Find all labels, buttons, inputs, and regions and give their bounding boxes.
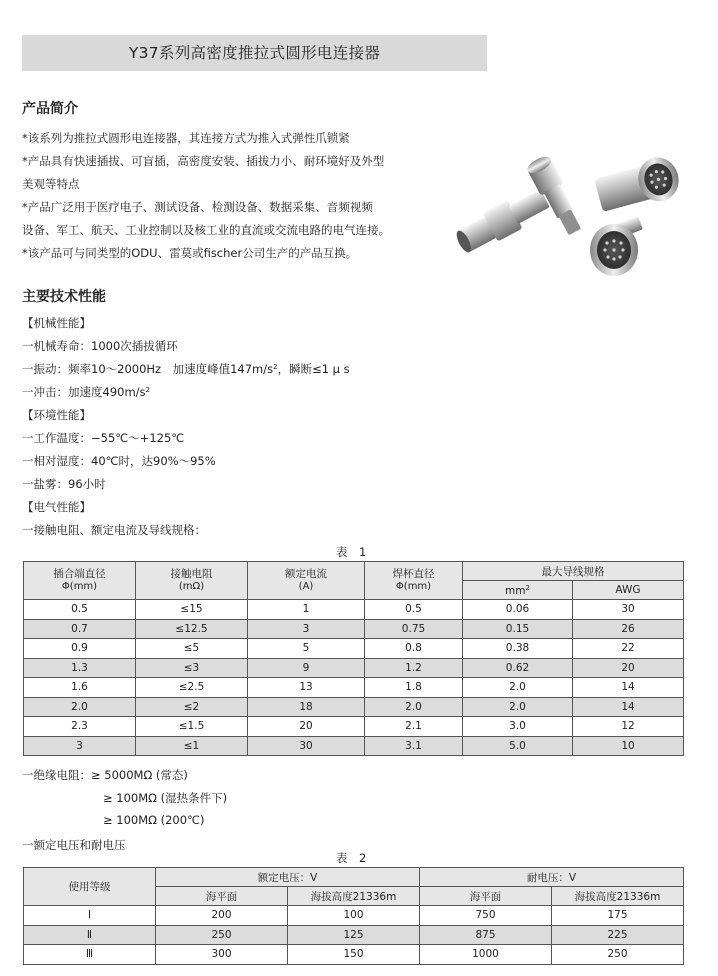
table1-cell-r: ≤1.5 <box>136 717 248 737</box>
table2-row <box>24 906 684 926</box>
table1-cell-i: 9 <box>248 658 365 678</box>
environment-label: 【环境性能】 <box>22 408 91 422</box>
table1-header-cup-diameter: 焊杯直径 Φ(mm) <box>365 562 463 600</box>
table1-cell-cup: 1.8 <box>365 678 463 698</box>
table1-cell-i: 20 <box>248 717 365 737</box>
insulation-line: 一绝缘电阻：≥ 5000MΩ (常态) <box>22 768 188 782</box>
table2-row <box>24 945 684 965</box>
table1-cell-d: 2.0 <box>24 697 136 717</box>
table1-row <box>24 678 684 698</box>
table1-row <box>24 736 684 756</box>
table1-cell-r: ≤5 <box>136 639 248 659</box>
table2-cell-rated-alt: 125 <box>288 925 420 945</box>
table1-row <box>24 600 684 620</box>
table2-header-alt: 海拔高度21336m <box>552 887 684 906</box>
table1-cell-d: 1.3 <box>24 658 136 678</box>
table1-cell-d: 3 <box>24 736 136 756</box>
table2-cell-with-sea: 875 <box>420 925 552 945</box>
table2-cell-with-sea: 1000 <box>420 945 552 965</box>
table2-header-withstand: 耐电压：V <box>420 868 684 887</box>
table1-cell-mm2: 5.0 <box>463 736 573 756</box>
intro-line: *该产品可与同类型的ODU、雷莫或fischer公司生产的产品互换。 <box>22 246 358 260</box>
connector-plug-left <box>452 184 553 258</box>
table1-cell-awg: 30 <box>573 600 684 620</box>
table1-row <box>24 717 684 737</box>
table1-cell-mm2: 0.06 <box>463 600 573 620</box>
table1-cell-i: 1 <box>248 600 365 620</box>
mechanical-shock: 一冲击：加速度$490m/s^2$ <box>22 385 150 399</box>
table2-row <box>24 925 684 945</box>
insulation-line: ≥ 100MΩ (湿热条件下) <box>103 791 228 805</box>
table1-cell-mm2: 0.15 <box>463 619 573 639</box>
table2-header-rated: 额定电压：V <box>156 868 420 887</box>
table1-cell-r: ≤2.5 <box>136 678 248 698</box>
table2-header-sea: 海平面 <box>420 887 552 906</box>
specs-heading: 主要技术性能 <box>22 289 106 305</box>
electrical-contact-intro: 一接触电阻、额定电流及导线规格： <box>22 523 206 537</box>
table1-cell-awg: 14 <box>573 678 684 698</box>
table1-header-wire-group: 最大导线规格 <box>463 562 684 581</box>
table1-cell-r: ≤15 <box>136 600 248 620</box>
table1-cell-i: 3 <box>248 619 365 639</box>
table1-header-current: 额定电流 (A) <box>248 562 365 600</box>
table1-cell-mm2: 2.0 <box>463 697 573 717</box>
table1-cell-cup: 1.2 <box>365 658 463 678</box>
table2-header-alt: 海拔高度21336m <box>288 887 420 906</box>
table1-cell-i: 18 <box>248 697 365 717</box>
intro-heading: 产品简介 <box>22 101 78 117</box>
table2-cell-rated-sea: 250 <box>156 925 288 945</box>
table1-cell-r: ≤3 <box>136 658 248 678</box>
table1-row <box>24 697 684 717</box>
voltage-intro: 一额定电压和耐电压 <box>22 838 126 852</box>
table1-header-awg: AWG <box>573 581 684 600</box>
mechanical-vibration: 一振动：频率10～2000Hz 加速度峰值$147m/s^2$，瞬断≤1 μ s <box>22 362 350 376</box>
table1-cell-mm2: 2.0 <box>463 678 573 698</box>
table1-cell-d: 2.3 <box>24 717 136 737</box>
table2-caption: 表 2 <box>336 851 367 865</box>
table2 <box>23 867 684 965</box>
intro-line: *产品广泛用于医疗电子、测试设备、检测设备、数据采集、音频视频 <box>22 200 373 214</box>
table1-cell-r: ≤1 <box>136 736 248 756</box>
mechanical-label: 【机械性能】 <box>22 316 91 330</box>
table2-cell-rated-sea: 300 <box>156 945 288 965</box>
table2-cell-with-alt: 250 <box>552 945 684 965</box>
mechanical-life: 一机械寿命：1000次插拔循环 <box>22 339 178 353</box>
table1-cell-i: 30 <box>248 736 365 756</box>
connector-product-photo <box>448 128 696 278</box>
table2-header-sea: 海平面 <box>156 887 288 906</box>
table2-cell-level: Ⅱ <box>24 925 156 945</box>
table1-cell-d: 0.9 <box>24 639 136 659</box>
table1 <box>23 561 684 756</box>
table1-cell-mm2: 3.0 <box>463 717 573 737</box>
table1-cell-awg: 12 <box>573 717 684 737</box>
table1-cell-i: 5 <box>248 639 365 659</box>
connector-receptacle-top <box>593 153 684 217</box>
table2-header-level: 使用等级 <box>24 868 156 906</box>
environment-salt: 一盐雾：96小时 <box>22 477 106 491</box>
table1-header-resistance: 接触电阻 (mΩ) <box>136 562 248 600</box>
table1-header-mm2: $mm^2$ <box>463 581 573 600</box>
table1-row <box>24 658 684 678</box>
table1-cell-awg: 10 <box>573 736 684 756</box>
table1-cell-awg: 14 <box>573 697 684 717</box>
page-title: Y37系列高密度推拉式圆形电连接器 <box>22 35 487 71</box>
table1-cell-mm2: 0.62 <box>463 658 573 678</box>
electrical-label: 【电气性能】 <box>22 500 91 514</box>
table1-cell-d: 0.5 <box>24 600 136 620</box>
table2-cell-with-sea: 750 <box>420 906 552 926</box>
table1-cell-cup: 0.75 <box>365 619 463 639</box>
intro-line: *该系列为推拉式圆形电连接器，其连接方式为推入式弹性爪锁紧 <box>22 131 350 145</box>
table1-cell-r: ≤12.5 <box>136 619 248 639</box>
environment-temp: 一工作温度：−55℃～+125℃ <box>22 431 185 445</box>
table1-row <box>24 619 684 639</box>
table1-cell-i: 13 <box>248 678 365 698</box>
table1-row <box>24 639 684 659</box>
intro-line: 设备、军工、航天、工业控制以及核工业的直流或交流电路的电气连接。 <box>22 223 390 237</box>
table1-cell-cup: 0.5 <box>365 600 463 620</box>
table2-cell-level: Ⅲ <box>24 945 156 965</box>
table2-cell-with-alt: 175 <box>552 906 684 926</box>
table1-cell-cup: 2.1 <box>365 717 463 737</box>
table1-cell-awg: 22 <box>573 639 684 659</box>
connector-receptacle-bottom <box>590 216 643 276</box>
table2-cell-rated-alt: 100 <box>288 906 420 926</box>
table1-cell-d: 1.6 <box>24 678 136 698</box>
table1-cell-cup: 0.8 <box>365 639 463 659</box>
table2-cell-rated-sea: 200 <box>156 906 288 926</box>
table1-cell-r: ≤2 <box>136 697 248 717</box>
environment-humidity: 一相对湿度：40℃时，达90%～95% <box>22 454 216 468</box>
table1-header-diameter: 插合端直径 Φ(mm) <box>24 562 136 600</box>
table2-cell-level: Ⅰ <box>24 906 156 926</box>
table1-cell-cup: 3.1 <box>365 736 463 756</box>
table2-cell-rated-alt: 150 <box>288 945 420 965</box>
intro-line: 美观等特点 <box>22 177 80 191</box>
insulation-line: ≥ 100MΩ (200℃) <box>103 813 205 827</box>
table1-cell-d: 0.7 <box>24 619 136 639</box>
table1-cell-awg: 26 <box>573 619 684 639</box>
table1-cell-awg: 20 <box>573 658 684 678</box>
table1-cell-mm2: 0.38 <box>463 639 573 659</box>
table1-caption: 表 1 <box>336 545 367 559</box>
intro-line: *产品具有快速插拔、可盲插，高密度安装、插拔力小、耐环境好及外型 <box>22 154 385 168</box>
table2-cell-with-alt: 225 <box>552 925 684 945</box>
table1-cell-cup: 2.0 <box>365 697 463 717</box>
